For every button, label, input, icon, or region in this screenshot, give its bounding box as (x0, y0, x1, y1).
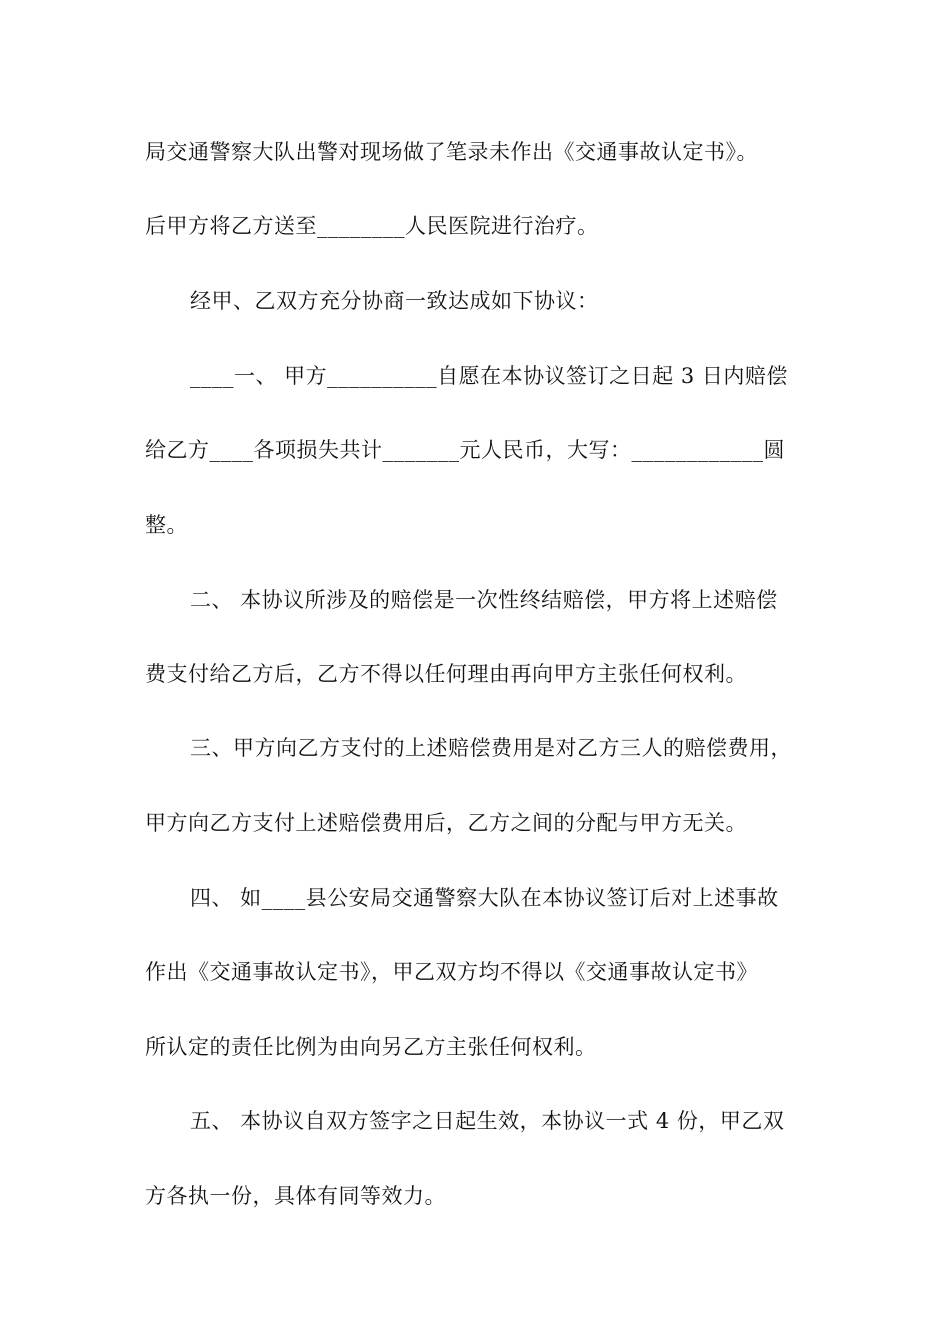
text-line-12: 作出《交通事故认定书》，甲乙双方均不得以《交通事故认定书》 (145, 960, 758, 984)
text-line-6: 整。 (145, 513, 188, 537)
text-line-9: 三、甲方向乙方支付的上述赔偿费用是对乙方三人的赔偿费用， (190, 736, 792, 760)
text-line-8: 费支付给乙方后，乙方不得以任何理由再向甲方主张任何权利。 (145, 662, 747, 686)
text-line-11: 四、 如____县公安局交通警察大队在本协议签订后对上述事故 (190, 886, 779, 910)
text-line-1: 局交通警察大队出警对现场做了笔录未作出《交通事故认定书》。 (145, 140, 758, 164)
text-line-14: 五、 本协议自双方签字之日起生效，本协议一式 4 份，甲乙双 (190, 1109, 785, 1133)
text-line-3: 经甲、乙双方充分协商一致达成如下协议： (190, 289, 599, 313)
text-line-7: 二、 本协议所涉及的赔偿是一次性终结赔偿，甲方将上述赔偿 (190, 588, 778, 612)
text-line-4: ____一、 甲方__________自愿在本协议签订之日起 3 日内赔偿 (190, 364, 788, 388)
text-line-15: 方各执一份，具体有同等效力。 (145, 1184, 446, 1208)
text-line-13: 所认定的责任比例为由向另乙方主张任何权利。 (145, 1035, 597, 1059)
text-line-2: 后甲方将乙方送至________人民医院进行治疗。 (145, 214, 599, 238)
text-line-5: 给乙方____各项损失共计_______元人民币，大写：____________圆 (145, 438, 785, 462)
text-line-10: 甲方向乙方支付上述赔偿费用后，乙方之间的分配与甲方无关。 (145, 811, 747, 835)
